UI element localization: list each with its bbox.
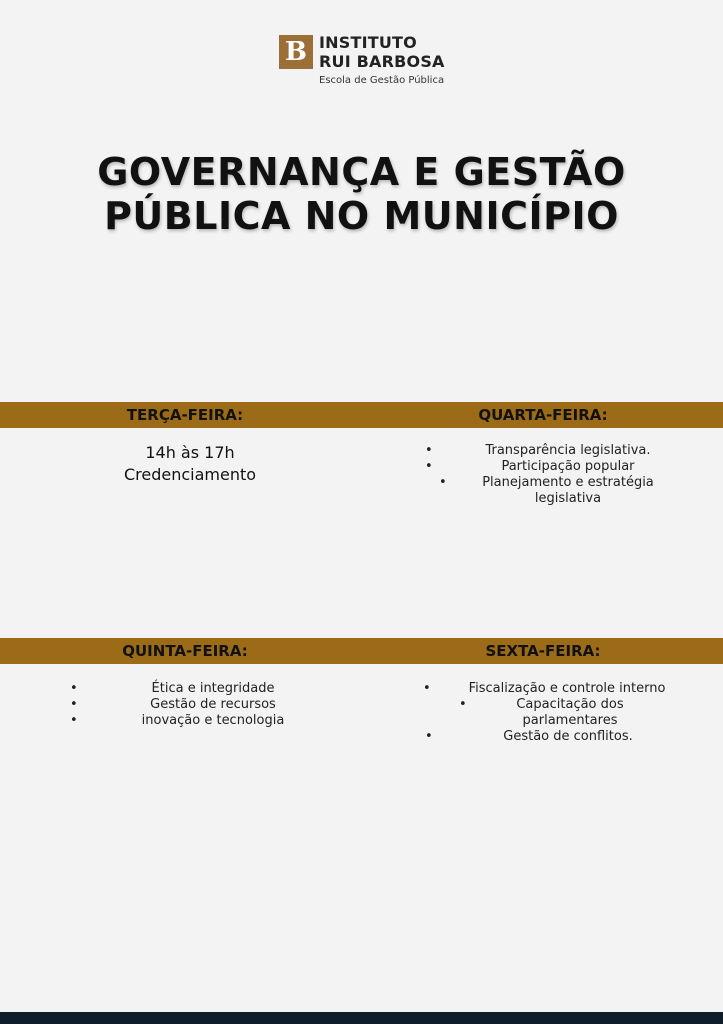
friday-topics bbox=[395, 681, 695, 745]
thursday-content bbox=[40, 681, 340, 729]
title-line1: GOVERNANÇA E GESTÃO bbox=[97, 150, 626, 194]
list-item: • Transparência legislativa. bbox=[441, 443, 695, 459]
friday-content bbox=[395, 681, 695, 745]
tuesday-activity: Credenciamento bbox=[123, 465, 257, 484]
day-band-row2 bbox=[0, 638, 723, 664]
wednesday-topics bbox=[395, 443, 695, 507]
day-label-tuesday: TERÇA-FEIRA: bbox=[126, 406, 244, 424]
day-label-thursday: QUINTA-FEIRA: bbox=[122, 642, 248, 660]
day-label-friday: SEXTA-FEIRA: bbox=[485, 642, 601, 660]
tuesday-content bbox=[40, 442, 340, 486]
list-item: • Capacitação dos parlamentares bbox=[475, 697, 665, 729]
list-item: • Planejamento e estratégia legislativa bbox=[455, 475, 681, 507]
page-title bbox=[0, 150, 723, 238]
thursday-topics bbox=[40, 681, 340, 729]
list-item: • inovação e tecnologia bbox=[86, 713, 340, 729]
list-item: • Gestão de conflitos. bbox=[441, 729, 695, 745]
logo-line1: INSTITUTO bbox=[319, 33, 417, 52]
logo-line2: RUI BARBOSA bbox=[319, 52, 445, 71]
list-item: • Ética e integridade bbox=[86, 681, 340, 697]
tuesday-time: 14h às 17h bbox=[145, 443, 235, 462]
footer-bar bbox=[0, 1012, 723, 1024]
day-band-row1 bbox=[0, 402, 723, 428]
logo-mark-letter: B bbox=[285, 37, 307, 67]
wednesday-content bbox=[395, 443, 695, 507]
day-label-wednesday: QUARTA-FEIRA: bbox=[478, 406, 608, 424]
logo-mark-icon bbox=[279, 35, 313, 69]
list-item: • Gestão de recursos bbox=[86, 697, 340, 713]
logo-tagline: Escola de Gestão Pública bbox=[319, 75, 445, 86]
institute-logo bbox=[279, 32, 479, 88]
title-line2: PÚBLICA NO MUNICÍPIO bbox=[104, 194, 619, 238]
list-item: • Fiscalização e controle interno bbox=[439, 681, 695, 697]
list-item: • Participação popular bbox=[441, 459, 695, 475]
